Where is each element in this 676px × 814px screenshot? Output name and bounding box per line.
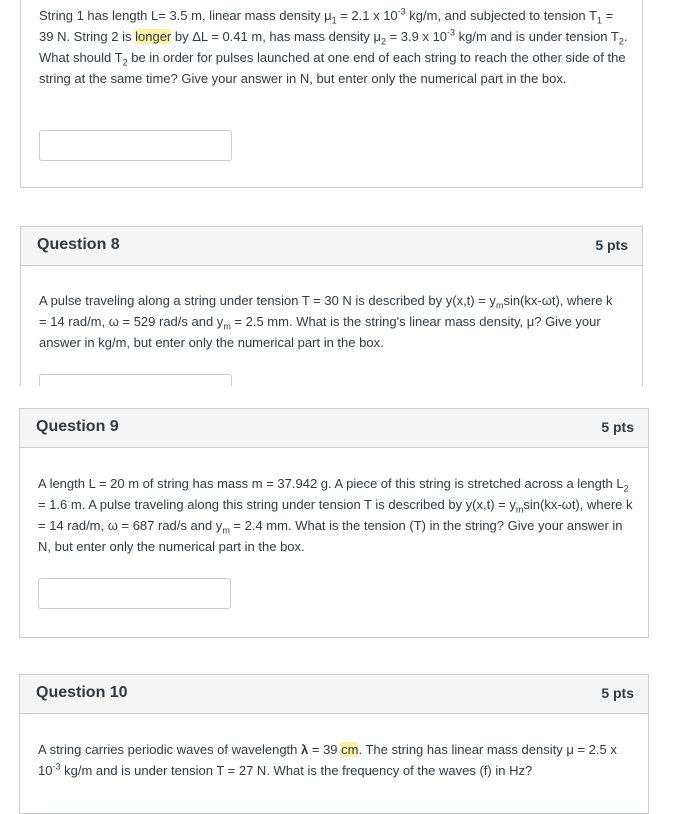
question-9-text: A length L = 20 m of string has mass m = 37.942 g. A piece of this string is stretched across a length $L_2 = 1.6$ m. A pulse traveling along this string under tension T is described by $y(x,t) = y_m\sin(kx-\omega t)$, where k = 14 rad/m, ω = 687 rad/s and $y_m = 2.4$ mm. What is the tension (T) in the string? Give your answer in N, but enter only the numerical part in the box. (38, 476, 633, 554)
question-7-text: String 1 has length L= 3.5 m, linear mass density $\mu_1 = 2.1$ x $10^{-3}$ kg/m, and subjected to tension $T_1 = 39$ N. String 2 is longer by ΔL = 0.41 m, has mass density $\mu_2 = 3.9$ x $10^{-3}$ kg/m and is under tension $T_2$. What should $T_2$ be in order for pulses launched at one end of each string to reach the other side of the string at the same time? Give your answer in N, but enter only the numerical part in the box. (39, 6, 628, 86)
question-9-header (20, 409, 648, 448)
question-7-answer-input[interactable] (39, 130, 232, 161)
question-10-points: 5 pts (601, 685, 634, 701)
question-7-card (20, 0, 643, 188)
highlight-longer: longer (135, 29, 172, 44)
question-8-answer-input[interactable] (39, 374, 232, 386)
question-8-header (21, 227, 642, 266)
question-8-text: A pulse traveling along a string under tension T = 30 N is described by $y(x,t) = y_m\sin(kx-\omega t)$, where k = 14 rad/m, ω = 529 rad/s and $y_m = 2.5$ mm. What is the string's linear mass density, μ? Give your answer in kg/m, but enter only the numerical part in the box. (39, 293, 613, 350)
question-9-card (19, 408, 649, 638)
question-10-header (20, 675, 648, 714)
question-8-title: Question 8 (37, 236, 120, 253)
question-9-answer-input[interactable] (38, 578, 231, 609)
question-9-title: Question 9 (36, 418, 119, 435)
question-10-card (19, 674, 649, 814)
question-10-text: A string carries periodic waves of wavelength λ = 39 cm. The string has linear mass density μ = 2.5 x $10^{-3}$ kg/m and is under tension T = 27 N. What is the frequency of the waves (f) in Hz? (38, 742, 617, 778)
highlight-cm: cm (341, 742, 359, 757)
question-8-card (20, 226, 643, 386)
question-9-points: 5 pts (601, 419, 634, 435)
question-8-points: 5 pts (595, 237, 628, 253)
question-10-title: Question 10 (36, 684, 128, 701)
